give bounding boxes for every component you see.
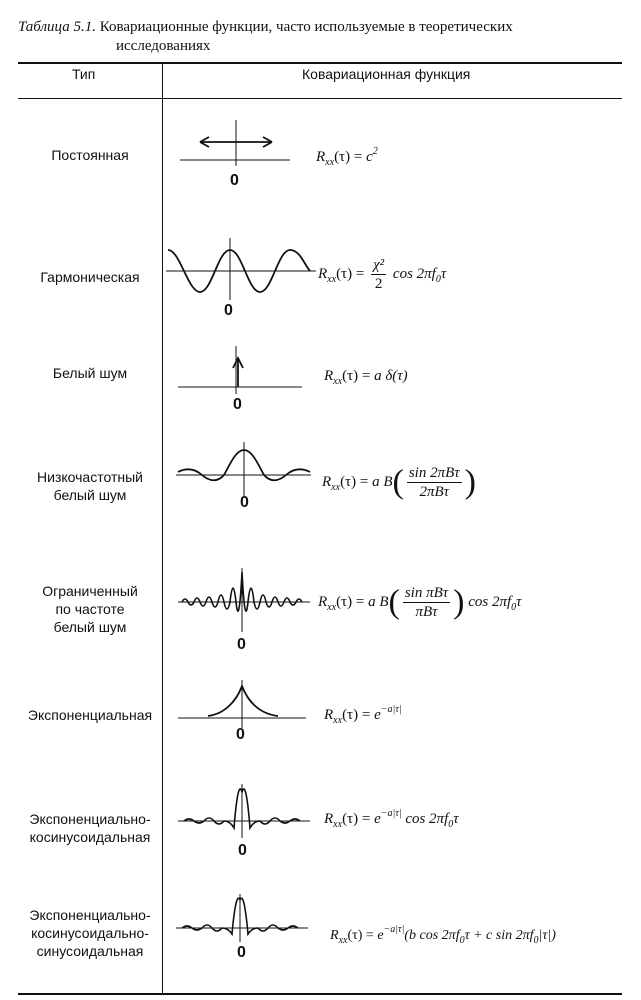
- constant-plot: [180, 118, 310, 168]
- zero-label: 0: [238, 842, 247, 859]
- row-type-label: Низкочастотный белый шум: [37, 469, 143, 503]
- zero-label: 0: [240, 494, 249, 511]
- row-type-label: Постоянная: [51, 147, 129, 163]
- table-caption: [18, 18, 618, 56]
- formula-exp-cosine: $R_{xx}(\tau) = e^{-a|\tau|}$ $\cos 2\pi f_0\tau$: [324, 808, 459, 830]
- zero-label: 0: [237, 636, 246, 653]
- row-type-label: Экспоненциально- косинусоидальная: [29, 811, 151, 845]
- exponential-plot: [178, 680, 318, 730]
- bandlimited-noise-plot: [178, 568, 318, 634]
- row-type-label: Ограниченный по частоте белый шум: [42, 583, 138, 635]
- lowpass-noise-plot: [176, 442, 316, 498]
- row-type-label: Белый шум: [52, 365, 128, 381]
- header-type: Тип: [72, 66, 96, 82]
- column-divider: [162, 62, 163, 994]
- row-type-label: Гармоническая: [40, 269, 140, 285]
- zero-label: 0: [230, 172, 239, 189]
- caption-label: Таблица 5.1.: [18, 19, 96, 35]
- table-bottom-rule: [18, 993, 622, 995]
- formula-exponential: $R_{xx}(\tau) = e^{-a|\tau|}$: [324, 704, 402, 726]
- formula-bandlimited: $R_{xx}(\tau) = a$ B( $\frac{\text{sin πBτ}}{\text{πBτ}}$ ) $\cos 2\pi f_0\tau$: [318, 583, 522, 621]
- header-function: Ковариационная функция: [302, 66, 471, 82]
- row-type-label: Экспоненциально- косинусоидально- синусоидальная: [29, 907, 151, 959]
- formula-lowpass: $R_{xx}(\tau) = a$ B( $\frac{\text{sin 2πBτ}}{\text{2πBτ}}$ ): [322, 463, 476, 501]
- zero-label: 0: [233, 396, 242, 413]
- formula-white-noise: $R_{xx}(\tau) = a$ δ(τ): [324, 368, 408, 387]
- harmonic-plot: [166, 238, 316, 302]
- white-noise-plot: [178, 346, 308, 396]
- formula-harmonic: $R_{xx}(\tau)$ = $\frac{\text{χ²}}{2}$ $\cos 2\pi f_0\tau$: [318, 257, 447, 292]
- row-type-label: Экспоненциальная: [27, 707, 153, 723]
- header-rule: [18, 98, 622, 99]
- formula-constant: $R_{xx}(\tau) = c^2$: [316, 146, 378, 168]
- zero-label: 0: [224, 302, 233, 319]
- caption-text-line2: исследованиях: [116, 38, 211, 54]
- table-top-rule: [18, 62, 622, 64]
- exp-cosine-plot: [178, 784, 318, 840]
- formula-exp-cos-sin: $R_{xx}(\tau) = e^{-a|\tau|}(b$ $\cos 2\pi f_0\tau + c$ $\sin 2\pi f_0|\tau|$): [330, 924, 556, 946]
- zero-label: 0: [237, 944, 246, 961]
- zero-label: 0: [236, 726, 245, 743]
- exp-cos-sin-plot: [176, 894, 316, 944]
- caption-text: Ковариационные функции, часто используемые в теоретических: [99, 19, 513, 35]
